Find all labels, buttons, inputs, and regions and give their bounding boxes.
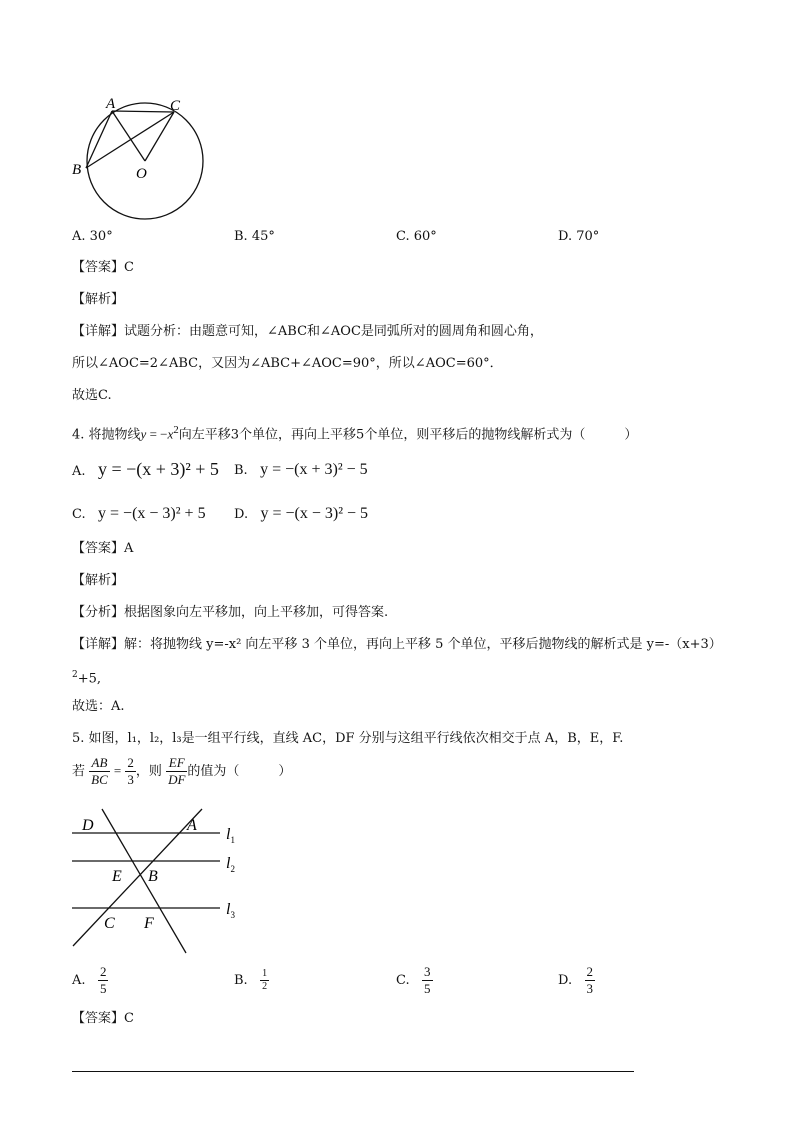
footer-rule	[72, 1071, 634, 1072]
q3-option-d: D. 70°	[558, 229, 600, 244]
label-a: A	[106, 96, 116, 112]
q4-detail-2: $^2$+5,	[72, 670, 102, 687]
label-b: B	[72, 162, 82, 178]
parallel-lines-figure	[66, 806, 256, 956]
fraction-2-3: $\frac{2}{3}$	[127, 755, 134, 787]
q5-answer: 【答案】C	[72, 1011, 134, 1026]
q4-option-d: D. y = −(x − 3)² − 5	[234, 505, 369, 522]
label-l1: $l_1$	[226, 826, 235, 845]
q4-answer: 【答案】A	[72, 541, 134, 556]
q5-stem-1: 5. 如图，l₁，l₂，l₃是一组平行线，直线 AC，DF 分别与这组平行线依次相交于点 A，B，E，F.	[72, 731, 624, 746]
q3-option-c: C. 60°	[396, 229, 437, 244]
q5-option-b: B. $\frac{1}{2}$	[234, 968, 268, 992]
label-a: A	[187, 817, 197, 834]
label-b: B	[148, 868, 158, 885]
q3-detail-1: 【详解】试题分析：由题意可知，∠ABC和∠AOC是同弧所对的圆周角和圆心角，	[72, 324, 543, 339]
q5-option-c: C. $\frac{3}{5}$	[396, 964, 431, 996]
q3-detail-2: 所以∠AOC=2∠ABC，又因为∠ABC+∠AOC=90°，所以∠AOC=60°．	[72, 356, 503, 371]
q4-option-c: C. y = −(x − 3)² + 5	[72, 505, 206, 522]
q3-conclusion: 故选C.	[72, 388, 112, 403]
q4-detail-1: 【详解】解：将抛物线 y=-x² 向左平移 3 个单位，再向上平移 5 个单位，平移后抛物线的解析式是 y=-（x+3）	[72, 637, 722, 652]
label-c: C	[104, 915, 115, 932]
q3-option-b: B. 45°	[234, 229, 275, 244]
label-l2: $l_2$	[226, 855, 235, 874]
q5-option-d: D. $\frac{2}{3}$	[558, 964, 593, 996]
q4-conclusion: 故选：A.	[72, 699, 125, 714]
label-l3: $l_3$	[226, 901, 235, 920]
q4-stem: 4. 将抛物线$y = -x^2$向左平移3个单位，再向上平移5个单位，则平移后的抛物线解析式为（ ）	[72, 424, 638, 443]
q3-answer: 【答案】C	[72, 260, 134, 275]
label-f: F	[144, 915, 154, 932]
label-o: O	[136, 166, 147, 182]
q4-option-a: A. y = −(x + 3)² + 5	[72, 459, 219, 479]
label-e: E	[112, 868, 122, 885]
q4-option-b: B. y = −(x + 3)² − 5	[234, 461, 368, 478]
fraction-ef-df: $\frac{EF}{DF}$	[168, 755, 186, 787]
label-d: D	[82, 817, 94, 834]
circle-figure	[66, 92, 216, 222]
label-c: C	[170, 98, 181, 114]
q5-stem-2: 若 $\frac{AB}{BC}$ = $\frac{2}{3}$ ，则 $\frac{EF}{DF}$ 的值为（ ）	[72, 755, 292, 787]
q3-option-a: A. 30°	[72, 229, 113, 244]
q4-analysis: 【解析】	[72, 573, 125, 588]
q5-option-a: A. $\frac{2}{5}$	[72, 964, 107, 996]
q3-analysis: 【解析】	[72, 292, 125, 307]
fraction-ab-bc: $\frac{AB}{BC}$	[91, 755, 108, 787]
q4-fenxi: 【分析】根据图象向左平移加，向上平移加，可得答案.	[72, 605, 389, 620]
